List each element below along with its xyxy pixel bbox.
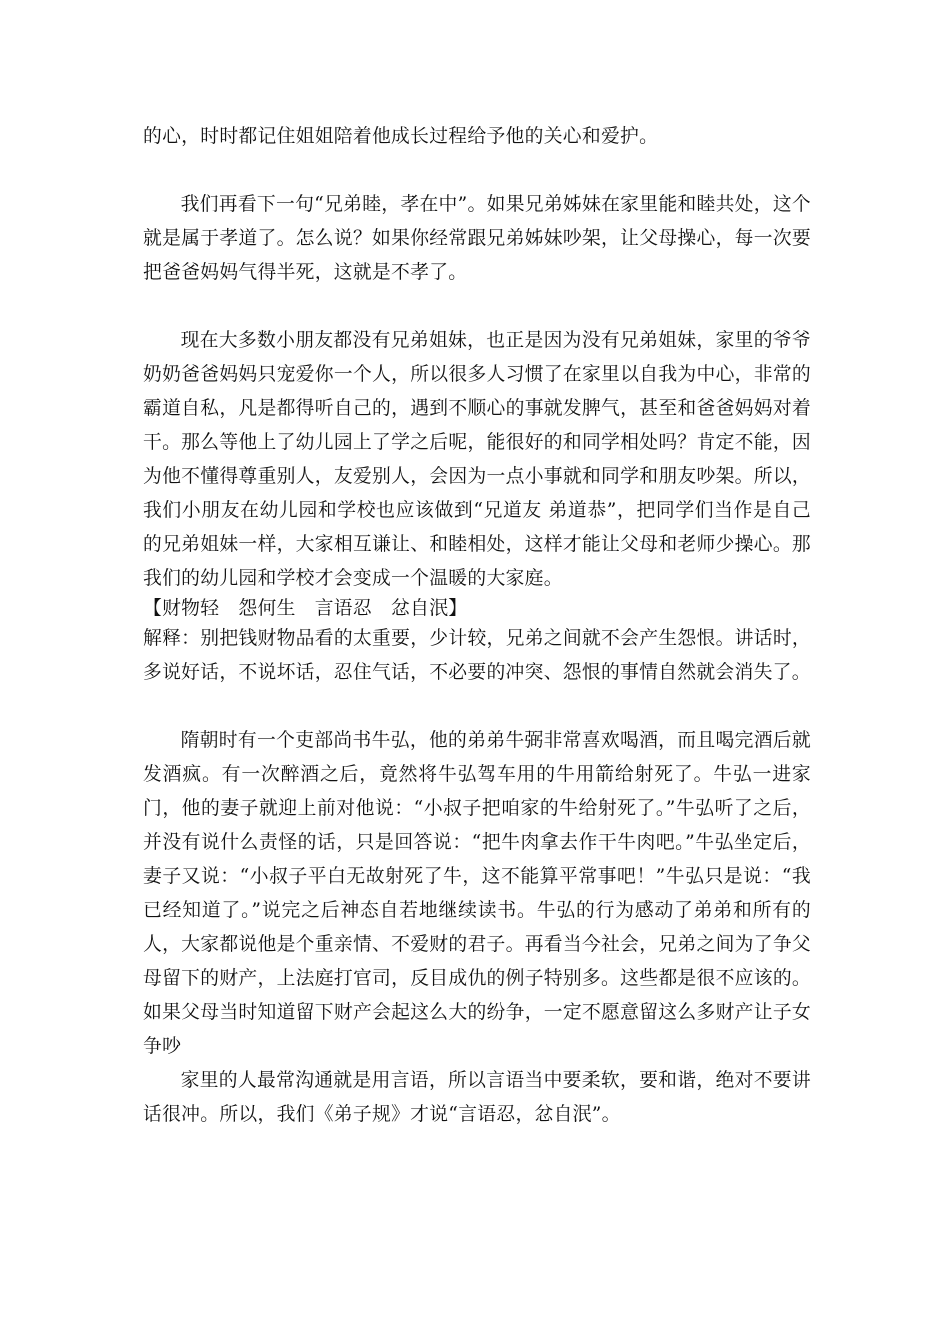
paragraph-speech: 家里的人最常沟通就是用言语，所以言语当中要柔软，要和谐，绝对不要讲话很冲。所以，我们《弟子规》才说“言语忍，忿自泯”。 (143, 1070, 811, 1125)
paragraph-brothers-harmony: 我们再看下一句“兄弟睦，孝在中”。如果兄弟姊妹在家里能和睦共处，这个就是属于孝道了。怎么说？如果你经常跟兄弟姊妹吵架，让父母操心，每一次要把爸爸妈妈气得半死，这就是不孝了。 (143, 194, 811, 283)
document-body (143, 120, 811, 1132)
section-heading: 【财物轻 怨何生 言语忍 忿自泯】 (143, 598, 468, 619)
explanation-paragraph: 解释：别把钱财物品看的太重要，少计较，兄弟之间就不会产生怨恨。讲话时，多说好话，不说坏话，忍住气话，不必要的冲突、怨恨的事情自然就会消失了。 (143, 628, 811, 683)
paragraph-niu-hong-story: 隋朝时有一个吏部尚书牛弘，他的弟弟牛弼非常喜欢喝酒，而且喝完酒后就发酒疯。有一次醉酒之后，竟然将牛弘驾车用的牛用箭给射死了。牛弘一进家门，他的妻子就迎上前对他说：“小叔子把咱家的牛给射死了。”牛弘听了之后，并没有说什么责怪的话，只是回答说：“把牛肉拿去作干牛肉吧。”牛弘坐定后，妻子又说：“小叔子平白无故射死了牛，这不能算平常事吧！”牛弘只是说：“我已经知道了。”说完之后神态自若地继续读书。牛弘的行为感动了弟弟和所有的人，大家都说他是个重亲情、不爱财的君子。再看当今社会，兄弟之间为了争父母留下的财产，上法庭打官司，反目成仇的例子特别多。这些都是很不应该的。如果父母当时知道留下财产会起这么大的纷争，一定不愿意留这么多财产让子女争吵 (143, 730, 811, 1057)
paragraph-continuation: 的心，时时都记住姐姐陪着他成长过程给予他的关心和爱护。 (143, 126, 659, 147)
paragraph-only-children: 现在大多数小朋友都没有兄弟姐妹，也正是因为没有兄弟姐妹，家里的爷爷奶奶爸爸妈妈只宠爱你一个人，所以很多人习惯了在家里以自我为中心，非常的霸道自私，凡是都得听自己的，遇到不顺心的事就发脾气，甚至和爸爸妈妈对着干。那么等他上了幼儿园上了学之后呢，能很好的和同学相处吗？肯定不能，因为他不懂得尊重别人，友爱别人，会因为一点小事就和同学和朋友吵架。所以，我们小朋友在幼儿园和学校也应该做到“兄道友 弟道恭”，把同学们当作是自己的兄弟姐妹一样，大家相互谦让、和睦相处，这样才能让父母和老师少操心。那我们的幼儿园和学校才会变成一个温暖的大家庭。 (143, 330, 811, 589)
